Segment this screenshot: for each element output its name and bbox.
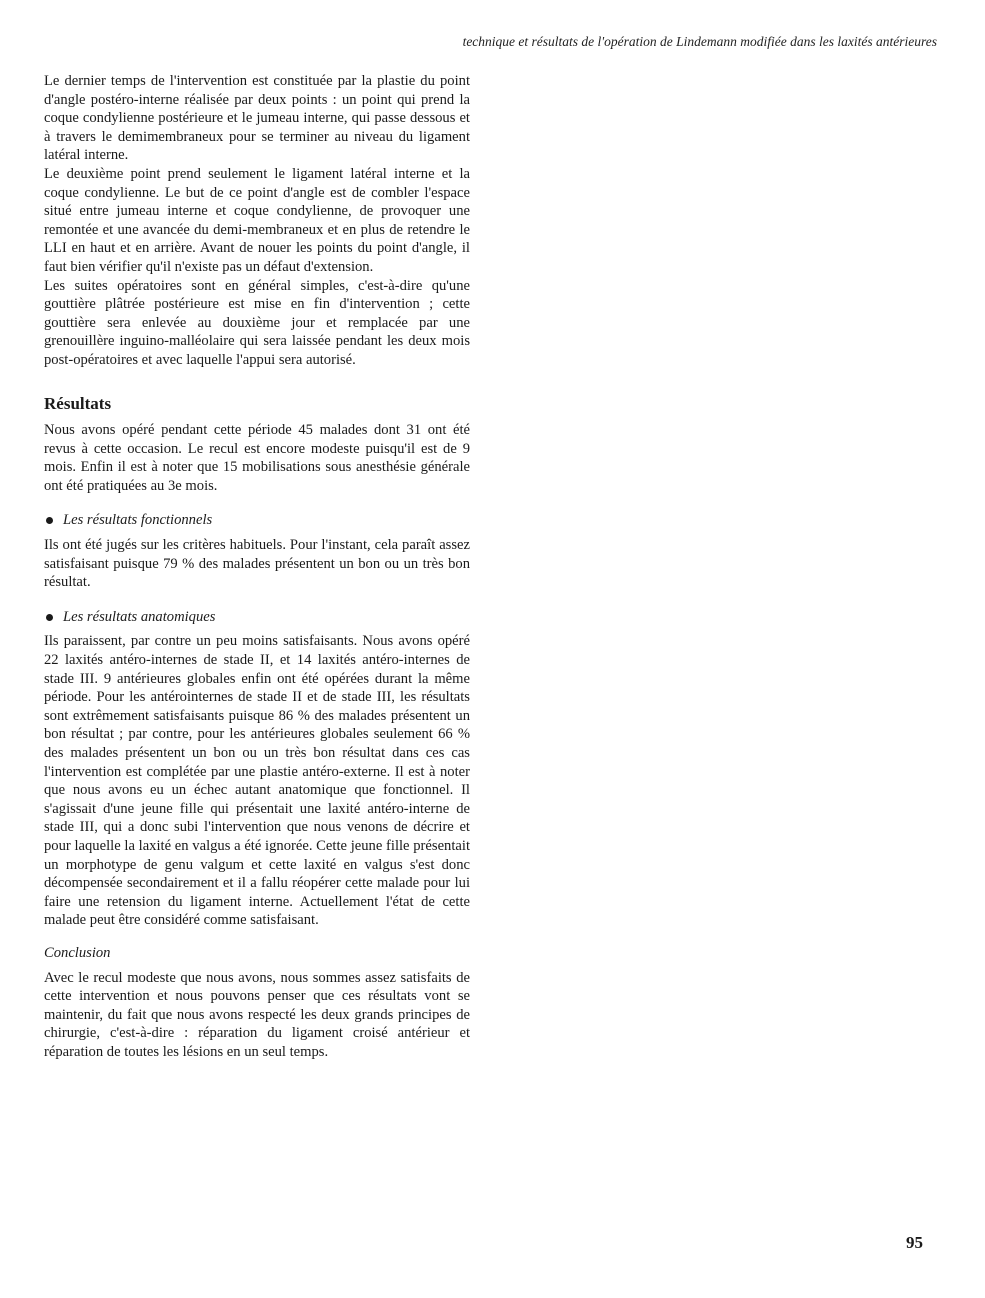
paragraph-conclusion: Avec le recul modeste que nous avons, nous sommes assez satisfaits de cette intervention et nous pouvons penser que ces résultats vont se maintenir, du fait que nous avons respecté les deux grands principes de chirurgie, c'est-à-dire : réparation du ligament croisé antérieur et réparation de toutes les lésions en un seul temps. <box>44 969 470 1060</box>
paragraph-intro-3: Les suites opératoires sont en général simples, c'est-à-dire qu'une gouttière plâtrée postérieure est mise en fin d'intervention ; cette gouttière sera enlevée au douxième jour et remplacée par une grenouillère inguino-malléolaire qui sera laissée pendant les deux mois post-opératoires et avec laquelle l'appui sera autorisé. <box>44 277 470 368</box>
paragraph-intro-1: Le dernier temps de l'intervention est constituée par la plastie du point d'angle postéro-interne réalisée par deux points : un point qui prend la coque condylienne postérieure et le jumeau interne, qui passe dessous et à travers le demimembraneux pour se terminer au niveau du ligament latéral interne. <box>44 73 470 164</box>
page-number: 95 <box>906 1233 923 1252</box>
section-heading-results: Résultats <box>44 393 112 413</box>
bullet-icon <box>46 517 53 524</box>
subsection-anatomic-label: Les résultats anatomiques <box>63 608 216 625</box>
subsection-anatomic <box>44 608 470 627</box>
paragraph-functional: Ils ont été jugés sur les critères habituels. Pour l'instant, cela paraît assez satisfaisant puisque 79 % des malades présentent un bon ou un très bon résultat. <box>44 537 470 591</box>
running-header: technique et résultats de l'opération de Lindemann modifiée dans les laxités antérieures <box>462 34 937 49</box>
subsection-conclusion: Conclusion <box>44 944 111 961</box>
paragraph-results: Nous avons opéré pendant cette période 45 malades dont 31 ont été revus à cette occasion. Le recul est encore modeste puisqu'il est de 9 mois. Enfin il est à noter que 15 mobilisations sous anesthésie générale ont été pratiquées au 3e mois. <box>44 422 470 494</box>
bullet-icon <box>46 614 53 621</box>
subsection-functional <box>44 511 470 530</box>
paragraph-anatomic: Ils paraissent, par contre un peu moins satisfaisants. Nous avons opéré 22 laxités antéro-internes de stade II, et 14 laxités antéro-internes de stade III. 9 antérieures globales enfin ont été opérées durant la même période. Pour les antérointernes de stade II et de stade III, les résultats sont extrêmement satisfaisants puisque 86 % des malades présentent un bon résultat ; par contre, pour les antérieures globales seulement 66 % des malades présentent un bon ou un très bon résultat dans ces cas l'intervention est complétée par une plastie antéro-externe. Il est à noter que nous avons eu un échec autant anatomique que fonctionnel. Il s'agissait d'une jeune fille qui présentait une laxité antéro-interne de stade III, qui a donc subi l'intervention que nous venons de décrire et pour laquelle la laxité en valgus a été ignorée. Cette jeune fille présentait un morphotype de genu valgum et cette laxité en valgus s'est donc décompensée secondairement et il a fallu réopérer cette malade pour lui faire une retension du ligament interne. Actuellement l'état de cette malade peut être considéré comme satisfaisant. <box>44 633 470 929</box>
subsection-functional-label: Les résultats fonctionnels <box>63 512 213 529</box>
paragraph-intro-2: Le deuxième point prend seulement le ligament latéral interne et la coque condylienne. Le but de ce point d'angle est de combler l'espace situé entre jumeau interne et coque condylienne, de provoquer une remontée et une avancée du demi-membraneux et en plus de retendre le LLI en haut et en arrière. Avant de nouer les points du point d'angle, il faut bien vérifier qu'il n'existe pas un défaut d'extension. <box>44 165 470 275</box>
text-column <box>44 72 470 1062</box>
